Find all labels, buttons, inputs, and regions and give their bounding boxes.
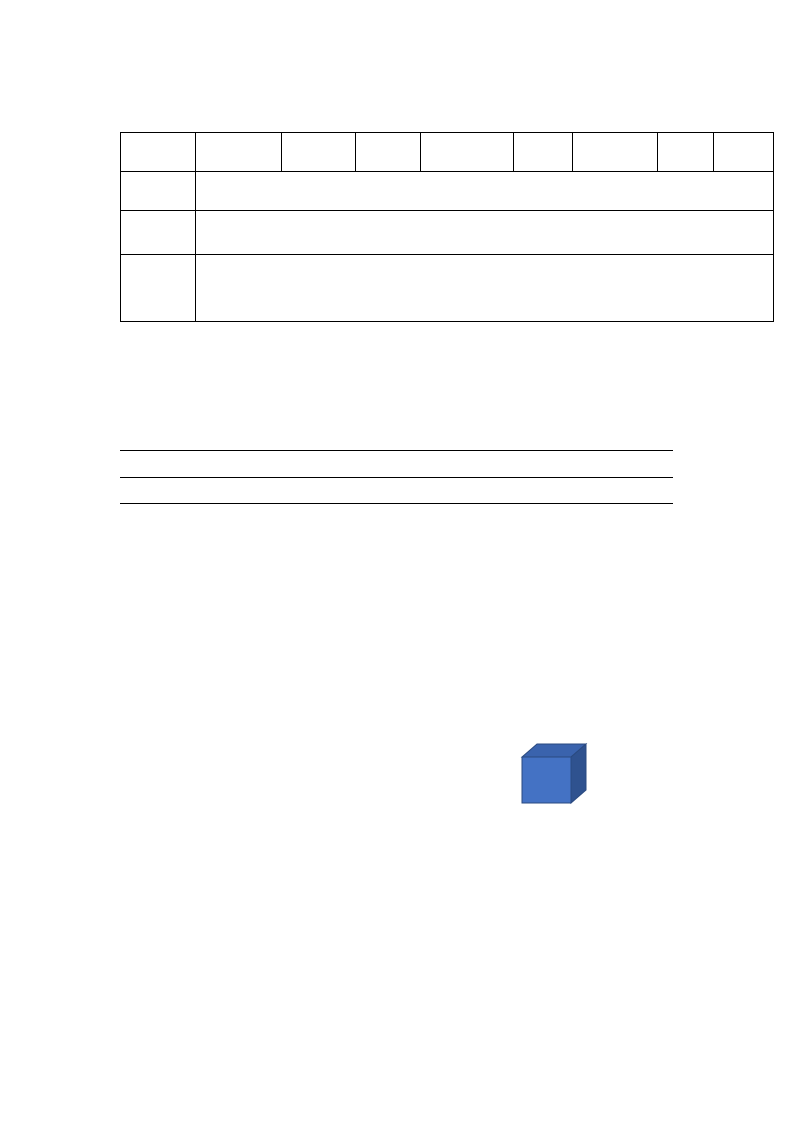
notes-line-3[interactable] [120, 503, 673, 504]
class-label [514, 133, 573, 172]
school-field[interactable] [421, 133, 514, 172]
task-label [121, 211, 196, 255]
cube-front-face [522, 757, 571, 803]
key-label [121, 255, 196, 322]
cube-illustration [520, 742, 590, 806]
edition-cell [121, 133, 196, 172]
grade-cell [282, 133, 356, 172]
topic-cell [196, 172, 774, 211]
info-table [120, 132, 774, 322]
class-field[interactable] [573, 133, 658, 172]
notes-line-1[interactable] [120, 450, 673, 451]
task-value [196, 211, 774, 255]
key-cell [196, 255, 774, 322]
topic-label [121, 172, 196, 211]
subject-cell [196, 133, 282, 172]
name-field[interactable] [714, 133, 774, 172]
name-label [658, 133, 714, 172]
school-label [356, 133, 421, 172]
notes-line-2[interactable] [120, 477, 673, 478]
